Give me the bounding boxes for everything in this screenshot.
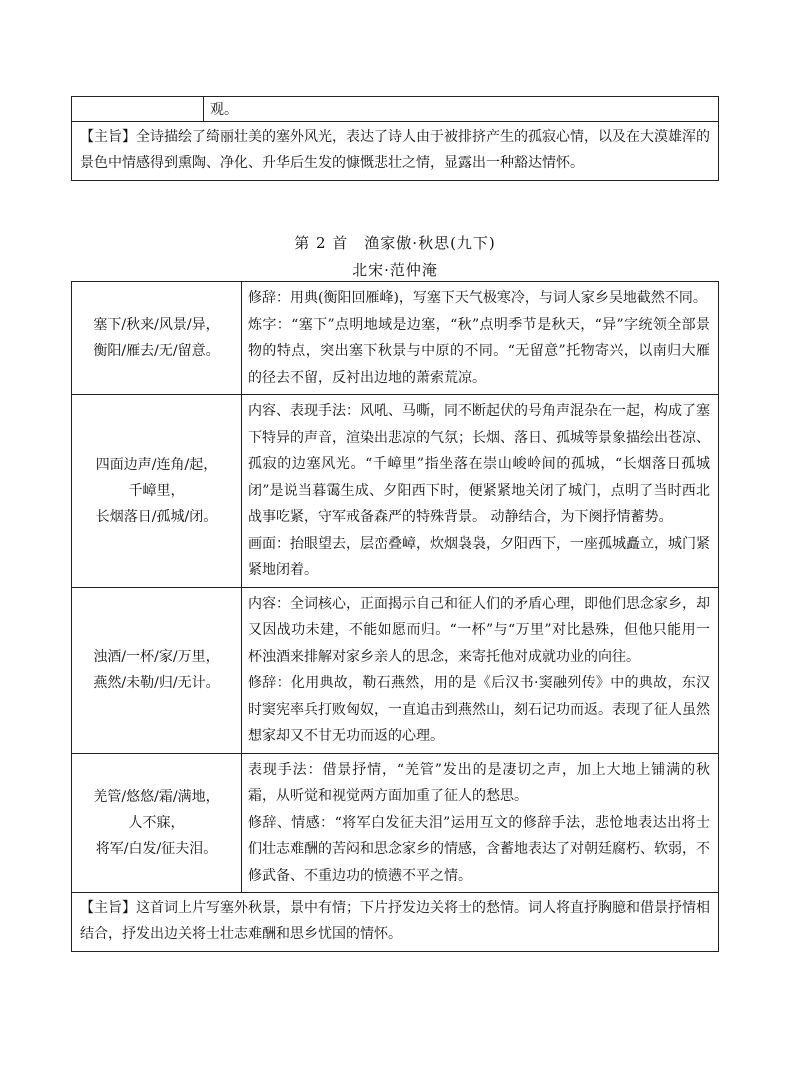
poem-line: 四面边声/连角/起， bbox=[95, 456, 218, 473]
poem-title: 第 2 首 渔家傲·秋思(九下) bbox=[294, 234, 496, 252]
analysis-row-2 bbox=[72, 395, 719, 588]
analysis-notes-cell bbox=[242, 753, 719, 893]
poem-line: 将军/白发/征夫泪。 bbox=[95, 840, 218, 857]
poem-lines-cell bbox=[72, 395, 242, 588]
analysis-notes-cell bbox=[242, 282, 719, 395]
poem-line: 长烟落日/孤城/闭。 bbox=[95, 508, 218, 525]
note-paragraph: 内容：全词核心，正面揭示自己和征人们的矛盾心理，即他们思念家乡，却又因战功未建，不能如愿而归。“一杯”与“万里”对比悬殊，但他只能用一杯浊酒来排解对家乡亲人的思念，来寄托他对成就功业的向往。 bbox=[248, 595, 710, 665]
note-paragraph: 修辞：化用典故，勒石燕然，用的是《后汉书·窦融列传》中的典故，东汉时窦宪率兵打败匈奴，一直追击到燕然山，刻石记功而返。表现了征人虽然想家却又不甘无功而返的心理。 bbox=[248, 675, 710, 744]
poem-line: 塞下/秋来/风景/异， bbox=[93, 317, 220, 333]
poem-lines-cell bbox=[72, 282, 242, 395]
note-paragraph: 表现手法：借景抒情，“羌管”发出的是凄切之声，加上大地上铺满的秋霜，从听觉和视觉两方面加重了征人的愁思。 bbox=[248, 761, 710, 804]
analysis-row-4 bbox=[72, 753, 719, 893]
continuation-row bbox=[72, 97, 719, 122]
analysis-row-1 bbox=[72, 282, 719, 395]
note-paragraph: 修辞：用典(衡阳回雁峰)，写塞下天气极寒冷，与词人家乡吴地截然不同。 bbox=[248, 290, 707, 306]
theme-row-1 bbox=[72, 122, 719, 181]
poem-analysis-table bbox=[71, 281, 719, 952]
theme-row-2 bbox=[72, 893, 719, 952]
note-paragraph: 修辞、情感：“将军白发征夫泪”运用互文的修辞手法，悲怆地表达出将士们壮志难酬的苦闷和思念家乡的情感，含蓄地表达了对朝廷腐朽、软弱，不修武备、不重边功的愤懑不平之情。 bbox=[248, 814, 710, 884]
poem-line: 人不寐， bbox=[128, 814, 185, 831]
poem-line: 羌管/悠悠/霜/满地， bbox=[93, 788, 220, 805]
analysis-notes-cell bbox=[242, 395, 719, 588]
note-paragraph: 画面：抬眼望去，层峦叠嶂，炊烟袅袅，夕阳西下，一座孤城矗立，城门紧紧地闭着。 bbox=[248, 535, 710, 578]
note-paragraph: 内容、表现手法：风吼、马嘶，同不断起伏的号角声混杂在一起，构成了塞下特异的声音，渲染出悲凉的气氛；长烟、落日、孤城等景象描绘出苍凉、孤寂的边塞风光。“千嶂里”指坐落在崇山峻岭间的孤城，“长烟落日孤城闭”是说当暮霭生成、夕阳西下时，便紧紧地关闭了城门，点明了当时西北战事吃紧，守军戒备森严的特殊背景。 动静结合，为下阕抒情蓄势。 bbox=[248, 403, 710, 525]
theme-1: 【主旨】全诗描绘了绮丽壮美的塞外风光，表达了诗人由于被排挤产生的孤寂心情，以及在大漠雄浑的景色中情感得到熏陶、净化、升华后生发的慷慨悲壮之情，显露出一种豁达情怀。 bbox=[72, 122, 719, 181]
analysis-row-3 bbox=[72, 587, 719, 753]
note-paragraph: 炼字：“塞下”点明地域是边塞，“秋”点明季节是秋天，“异”字统领全部景物的特点，突出塞下秋景与中原的不同。“无留意”托物寄兴，以南归大雁的径去不留，反衬出边地的萧索荒凉。 bbox=[248, 316, 710, 386]
continuation-table bbox=[71, 96, 719, 181]
poem-line: 千嶂里， bbox=[128, 482, 185, 499]
continuation-right-cell: 观。 bbox=[204, 97, 719, 122]
poem-lines-cell bbox=[72, 753, 242, 893]
poem-lines-cell bbox=[72, 587, 242, 753]
poem-line: 浊酒/一杯/家/万里， bbox=[93, 649, 220, 665]
poem-line: 燕然/未勒/归/无计。 bbox=[93, 675, 220, 691]
theme-2: 【主旨】这首词上片写塞外秋景，景中有情；下片抒发边关将士的愁情。词人将直抒胸臆和借景抒情相结合，抒发出边关将士壮志难酬和思乡忧国的情怀。 bbox=[72, 893, 719, 952]
continuation-left-cell bbox=[72, 97, 204, 122]
poem-author: 北宋·范仲淹 bbox=[352, 261, 438, 279]
analysis-notes-cell bbox=[242, 587, 719, 753]
poem-line: 衡阳/雁去/无/留意。 bbox=[93, 343, 220, 359]
